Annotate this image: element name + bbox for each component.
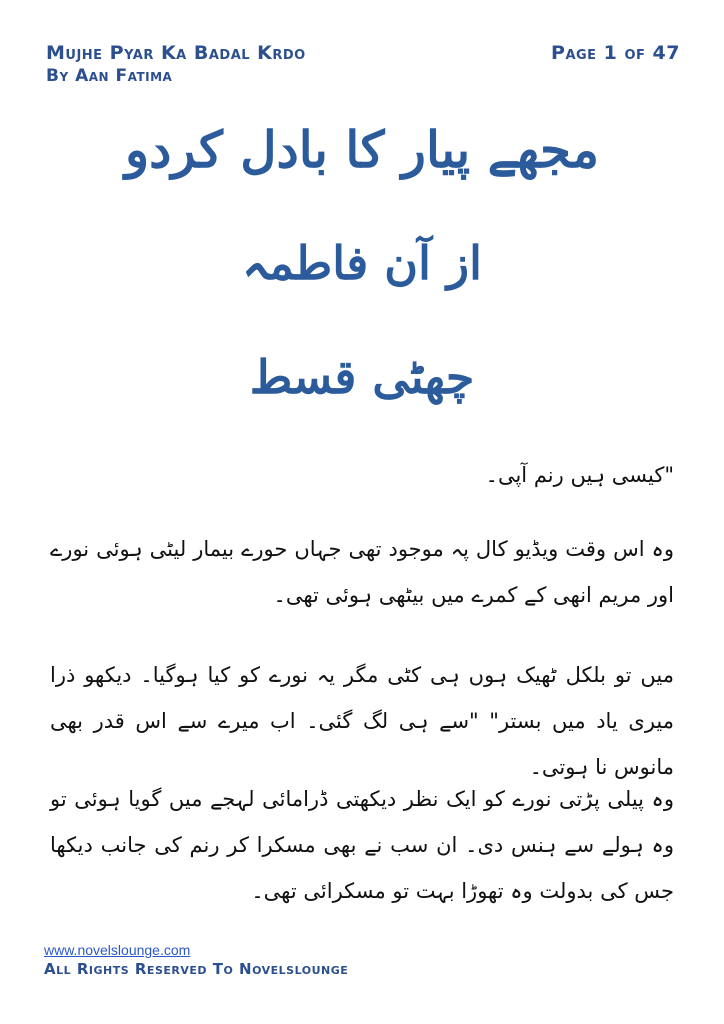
- body-paragraph: وہ اس وقت ویڈیو کال پہ موجود تھی جہاں حورے بیمار لیٹی ہوئی نورے اور مریم انھی کے کمرے میں بیٹھی ہوئی تھی۔: [50, 537, 674, 607]
- body-paragraph: وہ پیلی پڑتی نورے کو ایک نظر دیکھتی ڈرامائی لہجے میں گویا ہوئی تو وہ ہولے سے ہنس دی۔ ان سب نے بھی مسکرا کر رنم کی جانب دیکھا جس کی بدولت وہ تھوڑا بہت تو مسکرائی تھی۔: [50, 787, 674, 903]
- author-byline-urdu: از آن فاطمہ: [242, 236, 482, 290]
- copyright-notice: All Rights Reserved To Novelslounge: [44, 960, 349, 978]
- website-link[interactable]: www.novelslounge.com: [44, 942, 191, 958]
- novel-title-urdu: مجھے پیار کا بادل کردو: [125, 120, 599, 179]
- body-paragraph: "کیسی ہیں رنم آپی۔: [485, 463, 674, 487]
- body-paragraph: میں تو بلکل ٹھیک ہوں ہی کٹی مگر یہ نورے کو کیا ہوگیا۔ دیکھو ذرا میری یاد میں بستر" "سے ہی لگ گئی۔ اب میرے سے اس قدر بھی مانوس نا ہوتی۔: [50, 663, 674, 779]
- header-author: By Aan Fatima: [46, 66, 173, 86]
- header-novel-title: Mujhe Pyar Ka Badal Krdo: [46, 42, 306, 64]
- episode-label-urdu: چھٹی قسط: [249, 350, 475, 404]
- page-number: Page 1 of 47: [551, 42, 680, 64]
